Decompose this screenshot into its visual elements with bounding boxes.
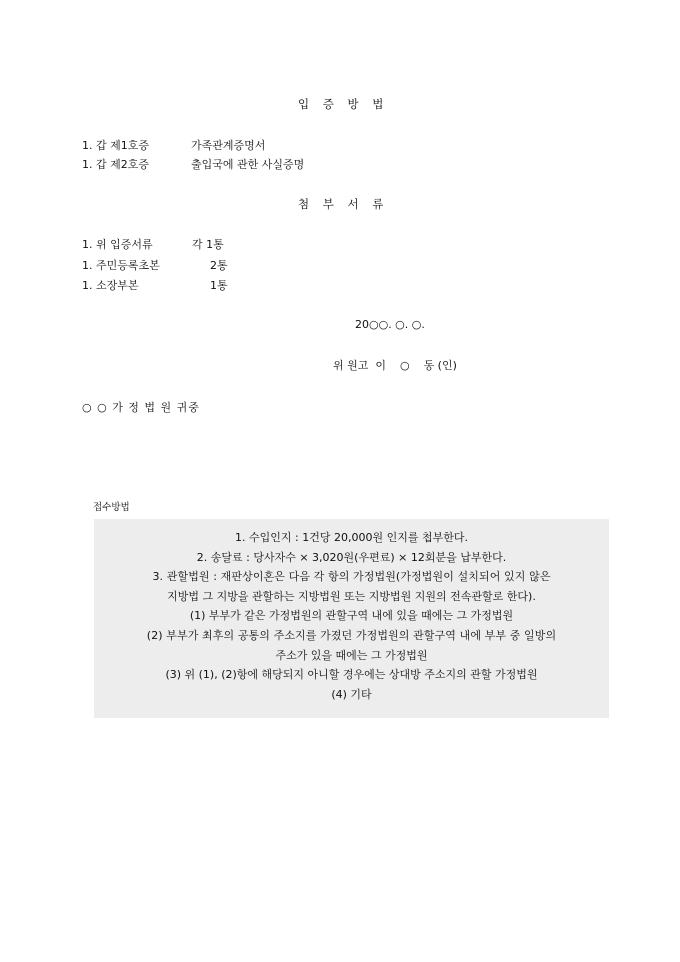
attachment-item (82, 257, 228, 273)
filing-line: (2) 부부가 최후의 공통의 주소지를 가졌던 가정법원의 관할구역 내에 부부 중 일방의 (146, 628, 557, 642)
filing-line: 주소가 있을 때에는 그 가정법원 (275, 648, 428, 662)
filing-method-title: 접수방법 (93, 502, 130, 513)
filing-line: 2. 송달료 : 당사자수 × 3,020원(우편료) × 12회분을 납부한다. (196, 550, 507, 564)
attachment-count: 2통 (210, 259, 228, 272)
filing-line: 3. 관할법원 : 재판상이혼은 다음 각 항의 가정법원(가정법원이 설치되어 있지 않은 (152, 570, 551, 584)
attachment-name: 1. 소장부본 (82, 279, 139, 292)
evidence-item (82, 137, 266, 153)
attachments-heading: 첨 부 서 류 (298, 197, 386, 211)
evidence-item-name: 가족관계증명서 (191, 139, 266, 152)
evidence-item-number: 1. 갑 제1호증 (82, 139, 149, 152)
court-addressee: ○ ○ 가 정 법 원 귀중 (82, 401, 200, 414)
attachment-name: 1. 주민등록초본 (82, 259, 160, 272)
attachment-item (82, 236, 224, 252)
filing-line: (4) 기타 (331, 687, 372, 701)
evidence-item-name: 출입국에 관한 사실증명 (191, 158, 305, 171)
attachment-name: 1. 위 입증서류 (82, 238, 153, 251)
filing-line: (1) 부부가 같은 가정법원의 관할구역 내에 있을 때에는 그 가정법원 (189, 609, 514, 623)
plaintiff-signature: 위 원고 이 ○ 동 (인) (333, 359, 457, 372)
filing-line: 지방법 그 지방을 관할하는 지방법원 또는 지방법원 지원의 전속관할로 한다). (167, 589, 536, 603)
filing-line: (3) 위 (1), (2)항에 해당되지 아니할 경우에는 상대방 주소지의 관할 가정법원 (165, 668, 538, 682)
evidence-item-number: 1. 갑 제2호증 (82, 158, 149, 171)
attachment-count: 1통 (210, 279, 228, 292)
filing-method-box (94, 519, 609, 718)
document-date: 20○○. ○. ○. (355, 318, 425, 331)
attachment-item (82, 277, 228, 293)
filing-line: 1. 수입인지 : 1건당 20,000원 인지를 첩부한다. (235, 531, 468, 544)
evidence-item (82, 156, 305, 172)
attachment-count: 각 1통 (192, 238, 224, 251)
evidence-heading: 입 증 방 법 (298, 97, 386, 111)
